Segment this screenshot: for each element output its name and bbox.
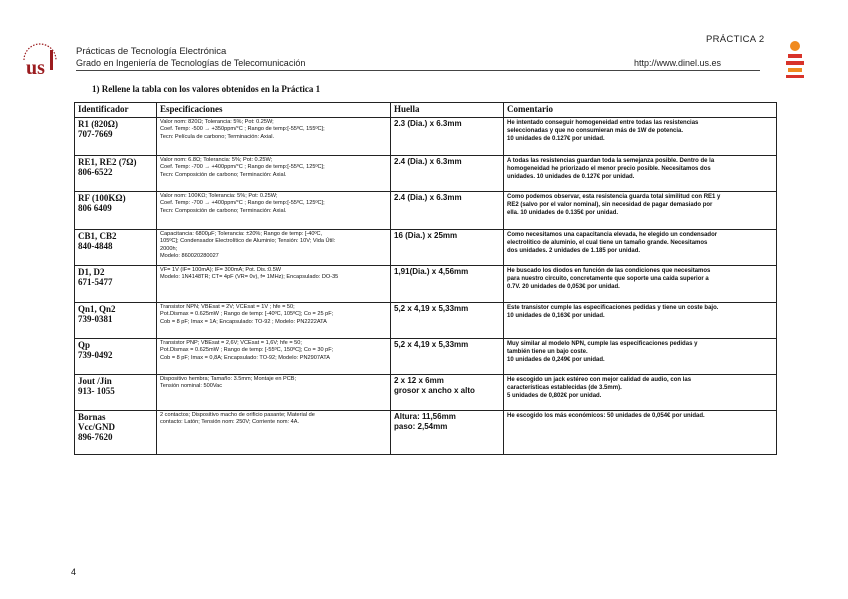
cell-identificador-line: 739-0381 xyxy=(78,314,113,324)
cell-especificaciones-line: Pot.Dismax = 0.625mW ; Rango de temp: [-40ºC, 105ºC]; Co = 25 pF; xyxy=(160,311,334,318)
cell-huella-line: Altura: 11,56mm xyxy=(394,412,456,421)
table-header-row xyxy=(75,103,777,118)
cell-identificador-line: 840-4848 xyxy=(78,241,113,251)
cell-huella-line: grosor x ancho x alto xyxy=(394,386,475,395)
cell-comentario-line: He escogido un jack estéreo con mejor calidad de audio, con las xyxy=(507,377,692,383)
instruction-text: 1) Rellene la tabla con los valores obtenidos en la Práctica 1 xyxy=(92,84,321,94)
cell-especificaciones-line: Tecn: Composición de carbono; Terminación: Axial. xyxy=(160,207,287,214)
cell-identificador-line: 739-0492 xyxy=(78,350,113,360)
cell-especificaciones-line: Valor nom: 820Ω; Tolerancia: 5%; Pot: 0.25W; xyxy=(160,119,274,125)
cell-identificador-line: 671-5477 xyxy=(78,277,113,287)
cell-especificaciones-line: Tecn: Composición de carbono; Terminación: Axial. xyxy=(160,171,287,178)
cell-comentario-line: Este transistor cumple las especificaciones pedidas y tiene un coste bajo. xyxy=(507,305,719,311)
cell-identificador xyxy=(75,303,157,339)
cell-comentario-line: 10 unidades de 0,249€ por unidad. xyxy=(507,357,605,363)
cell-comentario-line: también tiene un bajo coste. xyxy=(507,349,588,355)
cell-identificador-line: 896-7620 xyxy=(78,432,113,442)
cell-comentario-line: Como podemos observar, esta resistencia guarda total similitud con RE1 y xyxy=(507,194,721,200)
cell-identificador-line: Qn1, Qn2 xyxy=(78,304,116,314)
cell-comentario-line: electrolítico de aluminio, el cual tiene un tamaño grande. Necesitamos xyxy=(507,240,708,246)
cell-identificador-line: R1 (820Ω) xyxy=(78,119,118,129)
cell-identificador-line: 806 6409 xyxy=(78,203,112,213)
cell-identificador xyxy=(75,411,157,455)
cell-identificador-line: 806-6522 xyxy=(78,167,113,177)
cell-especificaciones-line: Transistor PNP; VBEsat = 2,6V; VCEsat = 1,6V; hfe = 50; xyxy=(160,340,302,346)
cell-comentario xyxy=(504,411,777,455)
cell-identificador xyxy=(75,192,157,230)
header-comentario: Comentario xyxy=(504,103,777,118)
table-row xyxy=(75,411,777,455)
table-row xyxy=(75,266,777,303)
cell-especificaciones-line: Pot.Dismax = 0.625mW ; Rango de temp: [-55ºC, 150ºC]; Co = 30 pF; xyxy=(160,347,334,354)
cell-especificaciones-line: VF= 1V (IF= 100mA); IF= 300mA; Pot. Dis.:0.5W xyxy=(160,267,282,273)
header-divider xyxy=(76,70,760,71)
cell-especificaciones xyxy=(157,303,391,339)
cell-especificaciones xyxy=(157,266,391,303)
cell-comentario xyxy=(504,230,777,266)
cell-identificador-line: RF (100KΩ) xyxy=(78,193,126,203)
cell-comentario xyxy=(504,339,777,375)
cell-especificaciones xyxy=(157,339,391,375)
cell-huella-line: 5,2 x 4,19 x 5,33mm xyxy=(394,304,469,313)
cell-especificaciones-line: 2 contactos; Dispositivo macho de orificio pasante; Material de xyxy=(160,412,315,418)
cell-identificador-line: 913- 1055 xyxy=(78,386,115,396)
table-row xyxy=(75,230,777,266)
cell-identificador-line: Bornas xyxy=(78,412,106,422)
cell-identificador xyxy=(75,375,157,411)
cell-especificaciones-line: contacto: Latón; Tensión nom: 250V; Corriente nom: 4A. xyxy=(160,419,299,426)
cell-huella-line: 2.4 (Dia.) x 6.3mm xyxy=(394,157,462,166)
cell-comentario-line: unidades. 10 unidades de 0.127€ por unidad. xyxy=(507,174,635,180)
cell-huella-line: paso: 2,54mm xyxy=(394,422,448,431)
cell-especificaciones-line: Tecn: Película de carbono; Terminación: Axial. xyxy=(160,133,275,140)
cell-identificador-line: D1, D2 xyxy=(78,267,105,277)
cell-comentario-line: RE2 (salvo por el valor nominal), sin necesidad de pagar demasiado por xyxy=(507,202,713,208)
cell-especificaciones xyxy=(157,375,391,411)
cell-comentario xyxy=(504,192,777,230)
table-row xyxy=(75,192,777,230)
cell-especificaciones-line: Valor nom: 100KΩ; Tolerancia: 5%; Pot: 0.25W; xyxy=(160,193,278,199)
header-subtitle: Grado en Ingeniería de Tecnologías de Telecomunicación xyxy=(76,58,306,68)
cell-identificador xyxy=(75,118,157,156)
header-identificador: Identificador xyxy=(75,103,157,118)
dinel-url-link[interactable]: http://www.dinel.us.es xyxy=(634,58,722,68)
cell-comentario xyxy=(504,118,777,156)
practica-label: PRÁCTICA 2 xyxy=(706,34,765,45)
cell-identificador-line: CB1, CB2 xyxy=(78,231,117,241)
cell-huella-line: 1,91(Dia.) x 4,56mm xyxy=(394,267,469,276)
table-row xyxy=(75,303,777,339)
cell-comentario-line: homogeneidad he priorizado el menor precio posible. Necesitamos dos xyxy=(507,166,711,172)
cell-especificaciones-line: Valor nom: 6.8Ω; Tolerancia: 5%; Pot: 0.25W; xyxy=(160,157,273,163)
cell-comentario-line: 5 unidades de 0,802€ por unidad. xyxy=(507,393,602,399)
cell-especificaciones-line: 105ºC]; Condensador Electrolítico de Aluminio; Tensión: 10V; Vida Útil: xyxy=(160,238,336,245)
cell-huella-line: 2 x 12 x 6mm xyxy=(394,376,444,385)
cell-huella-line: 2.3 (Dia.) x 6.3mm xyxy=(394,119,462,128)
cell-comentario xyxy=(504,375,777,411)
cell-comentario-line: He buscado los diodos en función de las condiciones que necesitamos xyxy=(507,268,711,274)
cell-comentario-line: seleccionadas y que no consumieran más de 1W de potencia. xyxy=(507,128,684,134)
cell-identificador xyxy=(75,156,157,192)
cell-huella xyxy=(391,303,504,339)
cell-especificaciones-line: Cob = 8 pF; Imax = 0,8A; Encapsulado: TO-92; Modelo: PN2907ATA xyxy=(160,354,330,361)
cell-comentario-line: características establecidas (de 3.5mm). xyxy=(507,385,622,391)
cell-especificaciones-line: Modelo: 1N4148TR; CT= 4pF (VR= 0v), f= 1MHz); Encapsulado: DO-35 xyxy=(160,274,339,281)
cell-especificaciones xyxy=(157,156,391,192)
header-especificaciones: Especificaciones xyxy=(157,103,391,118)
cell-comentario xyxy=(504,303,777,339)
cell-identificador-line: RE1, RE2 (7Ω) xyxy=(78,157,137,167)
cell-especificaciones-line: Coef. Temp: -700 → +400ppm/°C ; Rango de temp:[-55ºC, 125ºC]; xyxy=(160,200,325,207)
cell-comentario xyxy=(504,266,777,303)
cell-especificaciones-line: Tensión nominal: 500Vac xyxy=(160,383,223,390)
cell-especificaciones xyxy=(157,411,391,455)
cell-identificador xyxy=(75,266,157,303)
cell-especificaciones-line: Coef. Temp: -700 → +400ppm/°C ; Rango de temp:[-55ºC, 125ºC]; xyxy=(160,164,325,171)
cell-especificaciones-line: Dispositivo hembra; Tamaño: 3.5mm; Montaje en PCB; xyxy=(160,376,297,382)
cell-comentario-line: He intentado conseguir homogeneidad entre todas las resistencias xyxy=(507,120,699,126)
cell-comentario-line: He escogido los más económicos: 50 unidades de 0,054€ por unidad. xyxy=(507,413,705,419)
header-huella: Huella xyxy=(391,103,504,118)
cell-huella xyxy=(391,266,504,303)
cell-identificador-line: Qp xyxy=(78,340,91,350)
svg-text:us: us xyxy=(26,57,45,78)
cell-identificador-line: Jout /Jin xyxy=(78,376,112,386)
cell-identificador xyxy=(75,339,157,375)
cell-especificaciones xyxy=(157,118,391,156)
cell-especificaciones-line: Coef. Temp: -500 → +350ppm/°C ; Rango de temp:[-55ºC, 155ºC]; xyxy=(160,126,325,133)
cell-identificador-line: Vcc/GND xyxy=(78,422,115,432)
cell-especificaciones-line: 2000h; xyxy=(160,245,178,252)
cell-comentario-line: Muy similar al modelo NPN, cumple las especificaciones pedidas y xyxy=(507,341,698,347)
cell-especificaciones-line: Capacitancia: 6800μF; Tolerancia: ±20%; Rango de temp: [-40ºC, xyxy=(160,231,323,237)
cell-comentario-line: 10 unidades de 0,163€ por unidad. xyxy=(507,313,605,319)
table-row xyxy=(75,118,777,156)
cell-huella xyxy=(391,192,504,230)
page-number: 4 xyxy=(71,567,77,577)
cell-comentario-line: 0.7V. 20 unidades de 0,053€ por unidad. xyxy=(507,284,620,290)
cell-huella-line: 16 (Dia.) x 25mm xyxy=(394,231,458,240)
components-table xyxy=(74,102,777,455)
cell-huella xyxy=(391,118,504,156)
table-row xyxy=(75,156,777,192)
cell-huella xyxy=(391,339,504,375)
cell-comentario-line: para nuestro circuito, concretamente que soporte una caída superior a xyxy=(507,276,709,282)
cell-especificaciones-line: Modelo: 860020280027 xyxy=(160,252,219,259)
cell-huella xyxy=(391,411,504,455)
cell-especificaciones xyxy=(157,192,391,230)
department-logo xyxy=(782,40,808,80)
cell-comentario xyxy=(504,156,777,192)
cell-huella-line: 2.4 (Dia.) x 6.3mm xyxy=(394,193,462,202)
cell-especificaciones xyxy=(157,230,391,266)
cell-huella xyxy=(391,156,504,192)
cell-comentario-line: dos unidades. 2 unidades de 1.185 por unidad. xyxy=(507,248,641,254)
cell-comentario-line: ella. 10 unidades de 0.135€ por unidad. xyxy=(507,210,619,216)
header-title: Prácticas de Tecnología Electrónica xyxy=(76,46,227,57)
cell-especificaciones-line: Transistor NPN; VBEsat = 2V; VCEsat = 1V ; hfe = 50; xyxy=(160,304,295,310)
cell-especificaciones-line: Cob = 8 pF; Imax = 1A; Encapsulado: TO-92 ; Modelo: PN2222ATA xyxy=(160,318,327,325)
cell-comentario-line: Como necesitamos una capacitancia elevada, he elegido un condensador xyxy=(507,232,718,238)
cell-huella-line: 5,2 x 4,19 x 5,33mm xyxy=(394,340,469,349)
university-seal-logo xyxy=(18,38,62,78)
table-row xyxy=(75,375,777,411)
cell-identificador-line: 707-7669 xyxy=(78,129,113,139)
cell-huella xyxy=(391,375,504,411)
cell-comentario-line: A todas las resistencias guardan toda la semejanza posible. Dentro de la xyxy=(507,158,715,164)
cell-identificador xyxy=(75,230,157,266)
cell-huella xyxy=(391,230,504,266)
cell-comentario-line: 10 unidades de 0.127€ por unidad. xyxy=(507,136,605,142)
table-row xyxy=(75,339,777,375)
